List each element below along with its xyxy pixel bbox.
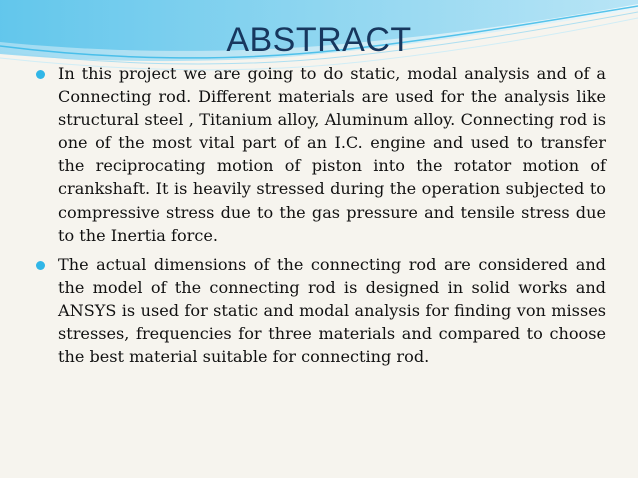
slide-title: ABSTRACT — [226, 21, 412, 59]
bullet-list — [36, 62, 606, 374]
bullet-item — [36, 62, 606, 247]
bullet-text: The actual dimensions of the connecting rod are considered and the model of the connecting rod is designed in solid works and ANSYS is used for static and modal analysis for finding von misses stresses, frequencies for three materials and compared to choose the best material suitable for connecting rod. — [58, 254, 606, 367]
bullet-item — [36, 253, 606, 368]
bullet-dot-icon — [36, 261, 45, 270]
bullet-text: In this project we are going to do static, modal analysis and of a Connecting rod. Different materials are used for the analysis like structural steel , Titanium alloy, Aluminum alloy. Connecting rod is one of the most vital part of an I.C. engine and used to transfer the reciprocating motion of piston into the rotator motion of crankshaft. It is heavily stressed during the operation subjected to compressive stress due to the gas pressure and tensile stress due to the Inertia force. — [58, 64, 606, 245]
bullet-dot-icon — [36, 70, 45, 79]
